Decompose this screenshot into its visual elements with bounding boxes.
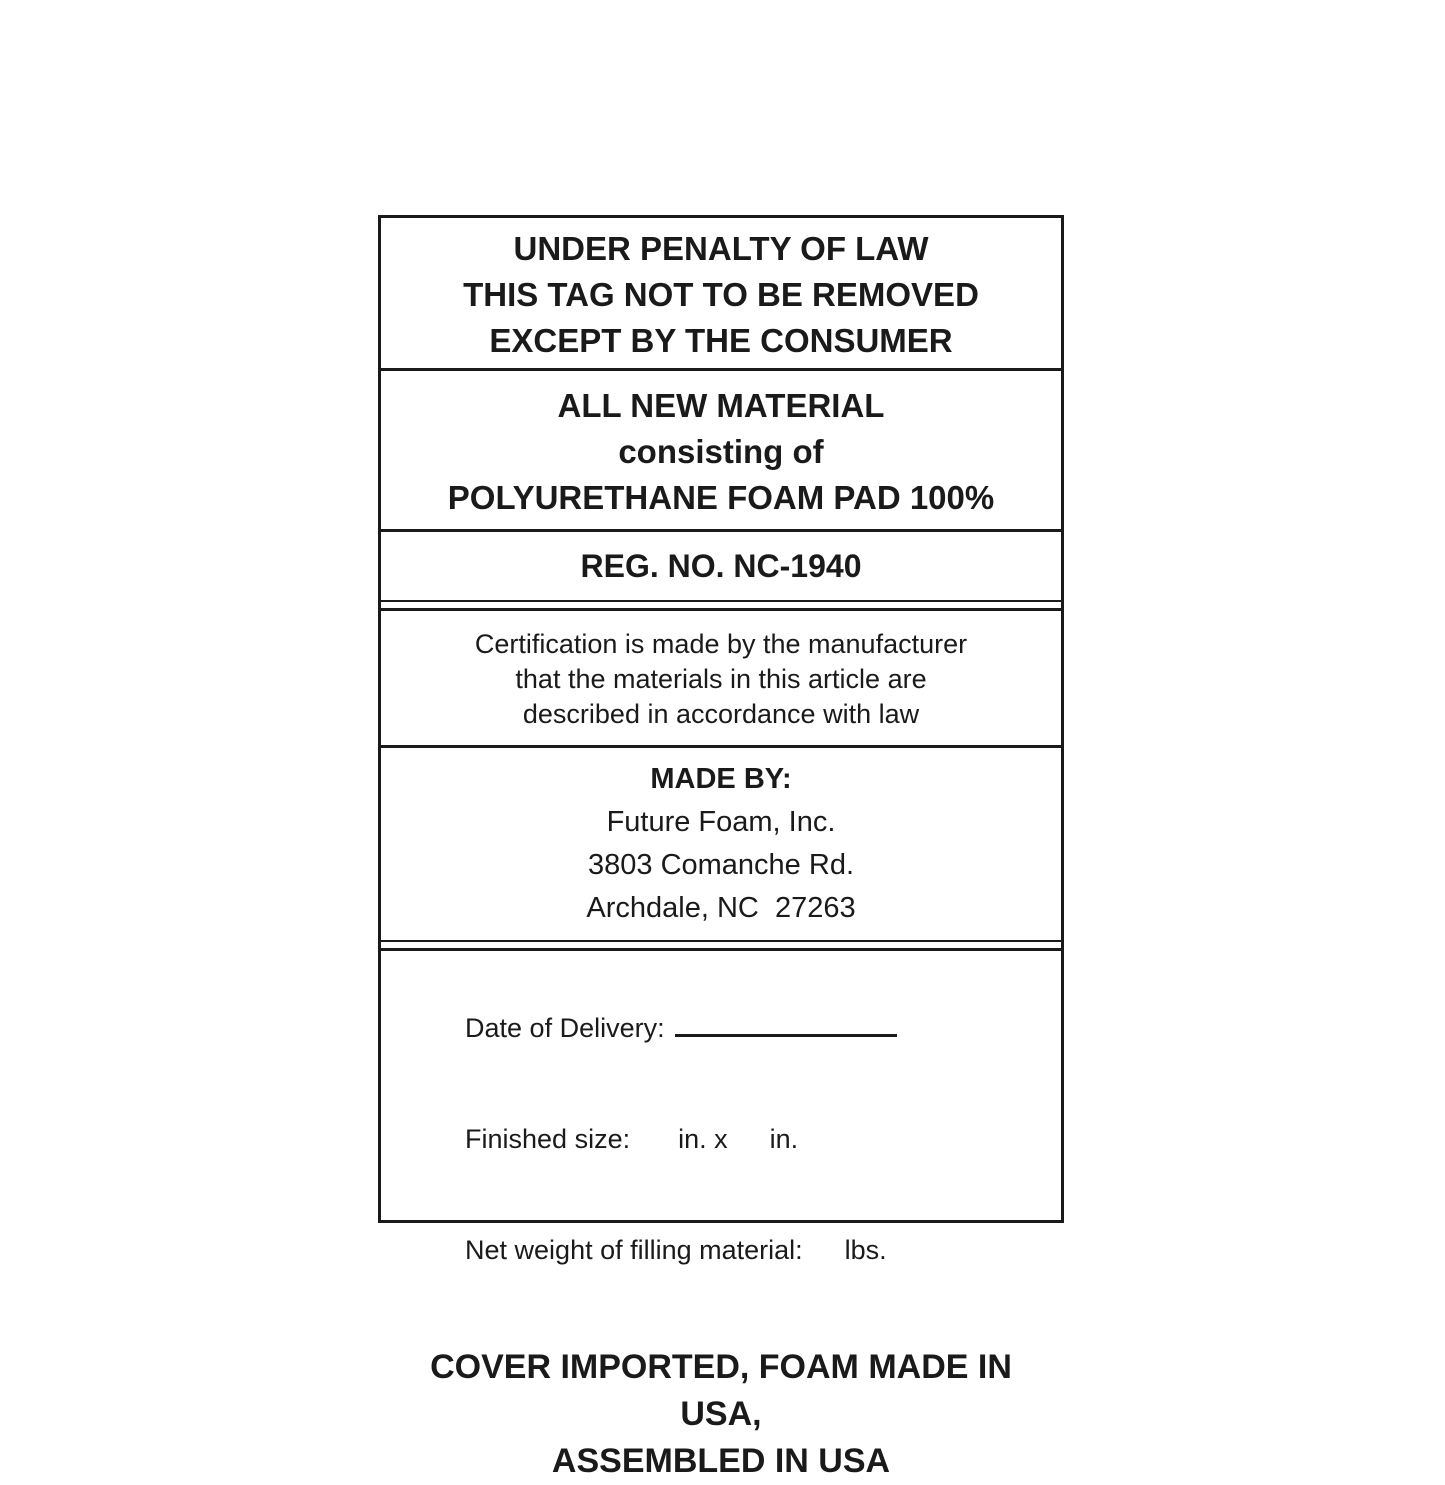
finished-size-label: Finished size: (465, 1124, 631, 1154)
penalty-line-1: UNDER PENALTY OF LAW (513, 230, 929, 267)
material-section (381, 371, 1061, 529)
penalty-line-2: THIS TAG NOT TO BE REMOVED (463, 276, 979, 313)
net-weight-unit: lbs. (844, 1235, 887, 1265)
origin-line-2: ASSEMBLED IN USA (551, 1442, 891, 1480)
manufacturer-city-state-zip: Archdale, NC 27263 (586, 892, 856, 924)
made-by-section (381, 748, 1061, 940)
net-weight-label: Net weight of filling material: (465, 1235, 803, 1265)
manufacturer-name: Future Foam, Inc. (606, 806, 836, 838)
penalty-header-section (381, 218, 1061, 368)
certification-line-2: that the materials in this article are (515, 664, 927, 694)
origin-statement (405, 1344, 1037, 1485)
law-tag (378, 215, 1064, 1480)
certification-line-1: Certification is made by the manufacturer (474, 629, 968, 659)
material-line-1: ALL NEW MATERIAL (557, 387, 885, 424)
material-line-3: POLYURETHANE FOAM PAD 100% (447, 479, 995, 516)
finished-size-unit-1: in. x (678, 1124, 728, 1154)
penalty-line-3: EXCEPT BY THE CONSUMER (489, 322, 953, 359)
origin-line-1: COVER IMPORTED, FOAM MADE IN USA, (430, 1348, 1022, 1433)
net-weight-row (405, 1195, 1037, 1306)
registration-number: REG. NO. NC-1940 (580, 547, 862, 584)
certification-line-3: described in accordance with law (522, 699, 920, 729)
certification-section (381, 611, 1061, 745)
date-of-delivery-blank (675, 1013, 897, 1037)
finished-size-unit-2: in. (769, 1124, 799, 1154)
made-by-title: MADE BY: (650, 763, 792, 795)
date-of-delivery-label: Date of Delivery: (465, 1013, 665, 1043)
details-section (381, 951, 1061, 1480)
manufacturer-street: 3803 Comanche Rd. (588, 849, 854, 881)
finished-size-row (405, 1084, 1037, 1195)
date-of-delivery-row (405, 973, 1037, 1084)
double-divider (381, 940, 1061, 951)
registration-section (381, 532, 1061, 600)
material-line-2: consisting of (618, 433, 824, 470)
double-divider (381, 600, 1061, 611)
